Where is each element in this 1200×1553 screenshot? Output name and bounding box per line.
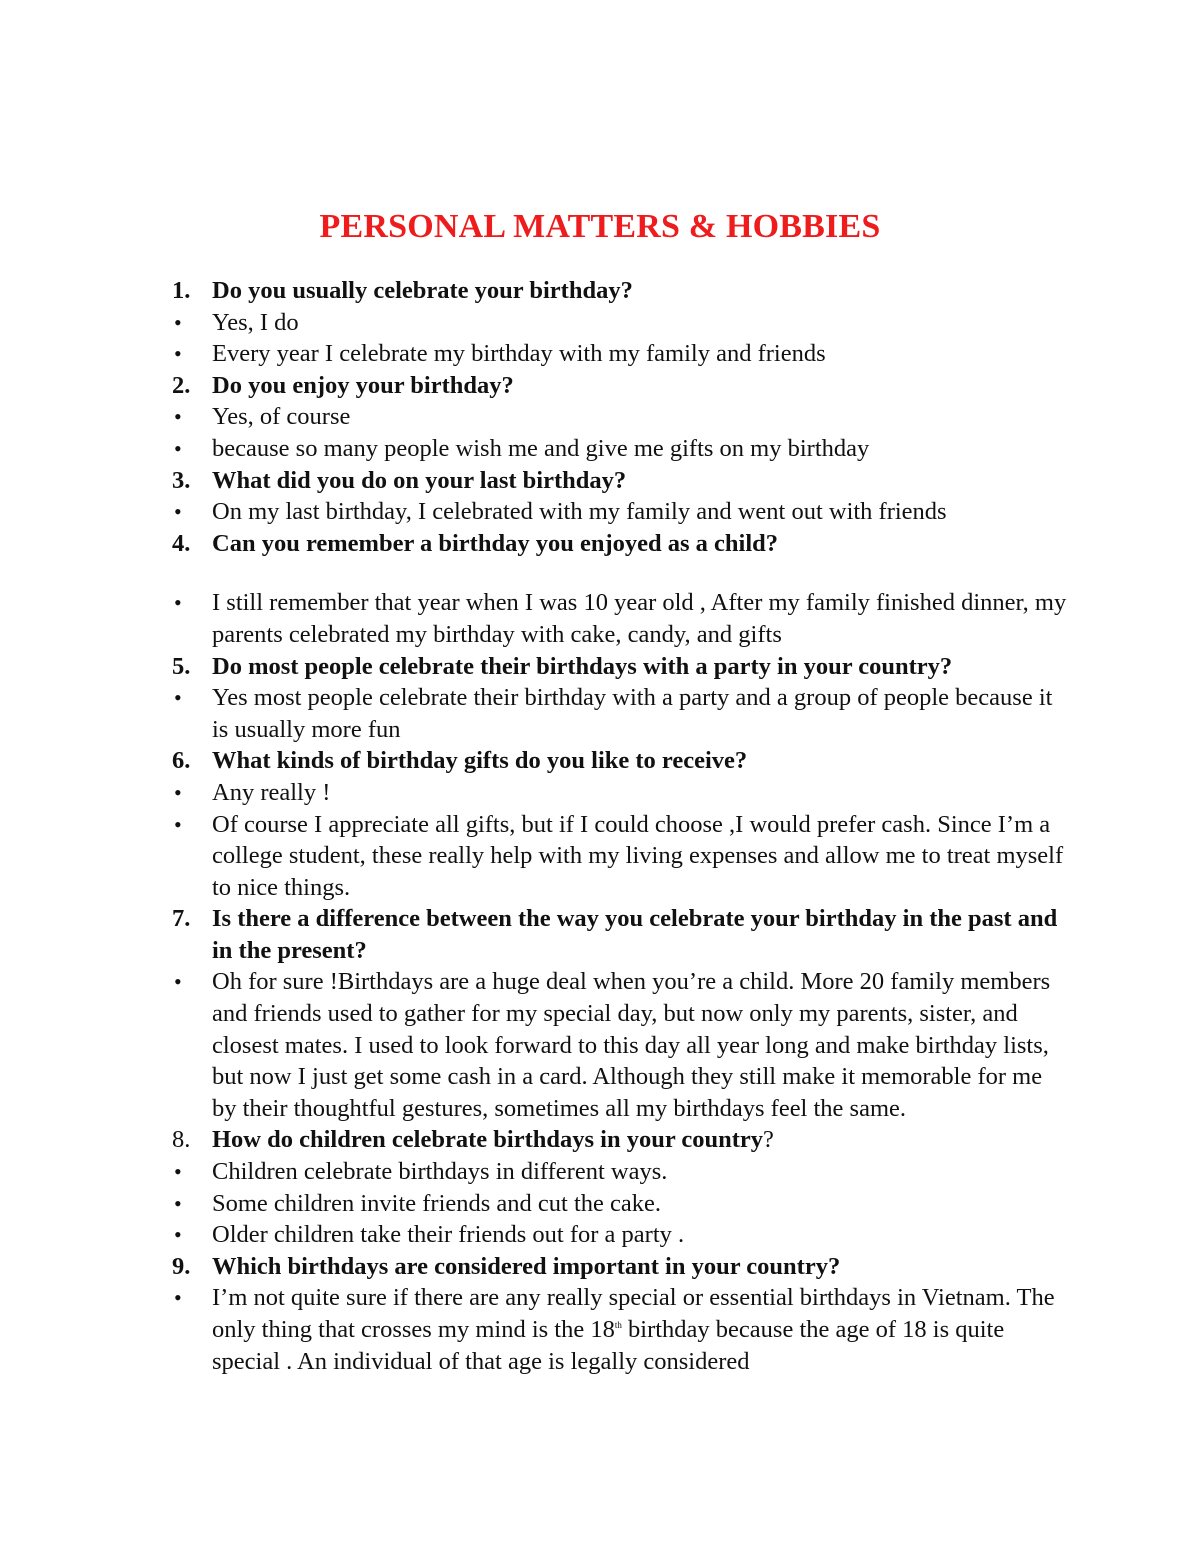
bullet-icon: •: [174, 435, 182, 461]
answer-item: [172, 307, 1072, 339]
answer-text: Any really !: [212, 778, 331, 806]
ordinal-suffix: th: [614, 1319, 622, 1330]
answer-text: I still remember that year when I was 10 year old , After my family finished dinner, my parents celebrated my birthday with cake, candy, and gifts: [212, 589, 1067, 648]
question-2: [172, 370, 1072, 402]
question-number: 6.: [172, 747, 191, 775]
bullet-icon: •: [174, 499, 182, 525]
question-text: Do you usually celebrate your birthday?: [212, 277, 633, 304]
answer-text: Oh for sure !Birthdays are a huge deal when you’re a child. More 20 family members and friends used to gather for my special day, but now only my parents, sister, and closest mates. I used to look forward to this day all year long and make birthday lists, but now I just get some cash in a card. Although they still make it memorable for me by their thoughtful gestures, sometimes all my birthdays feel the same.: [212, 968, 1051, 1122]
question-mark: ?: [763, 1126, 774, 1154]
bullet-icon: •: [174, 404, 182, 430]
question-text: Do most people celebrate their birthdays with a party in your country?: [212, 652, 953, 680]
bullet-icon: •: [174, 685, 182, 711]
bullet-icon: •: [174, 341, 182, 367]
answer-text: Yes most people celebrate their birthday with a party and a group of people because it is usually more fun: [212, 684, 1053, 743]
bullet-icon: •: [174, 969, 182, 995]
answer-text: Of course I appreciate all gifts, but if I could choose ,I would prefer cash. Since I’m a college student, these really help with my living expenses and allow me to treat myself to nice things.: [212, 810, 1064, 901]
answer-item: [172, 433, 1072, 465]
question-1: [172, 275, 1072, 307]
question-5: [172, 651, 1072, 683]
question-6: [172, 745, 1072, 777]
answer-item: [172, 1219, 1072, 1251]
question-8: [172, 1124, 1072, 1156]
answer-item: [172, 1282, 1072, 1377]
answer-text-part: birthday because the age of 18 is quite special . An individual of that age is legally considered: [212, 1316, 1005, 1375]
answer-item: [172, 401, 1072, 433]
bullet-icon: •: [174, 1222, 182, 1248]
answer-text: Yes, of course: [212, 403, 351, 431]
answer-item: [172, 809, 1072, 904]
answer-text: Older children take their friends out for a party .: [212, 1221, 685, 1249]
answer-item: [172, 338, 1072, 370]
spacer: [172, 559, 1072, 587]
answer-text: Yes, I do: [212, 308, 299, 336]
question-number: 4.: [172, 529, 191, 557]
answer-item: [172, 966, 1072, 1124]
question-4: [172, 528, 1072, 560]
answer-item: [172, 1156, 1072, 1188]
answer-text-part: I’m not quite sure if there are any really special or essential birthdays in Vietnam. The only thing that crosses my mind is the 18: [212, 1284, 1055, 1343]
bullet-icon: •: [174, 1159, 182, 1185]
qa-list: [172, 275, 1072, 1377]
bullet-icon: •: [174, 779, 182, 805]
bullet-icon: •: [174, 811, 182, 837]
page-title: PERSONAL MATTERS & HOBBIES: [319, 208, 881, 245]
question-number: 7.: [172, 905, 191, 933]
question-text: Can you remember a birthday you enjoyed as a child?: [212, 529, 779, 557]
answer-item: [172, 682, 1072, 745]
question-number: 1.: [172, 277, 191, 304]
question-number: 2.: [172, 371, 191, 399]
bullet-icon: •: [174, 309, 182, 335]
question-text: Do you enjoy your birthday?: [212, 371, 514, 399]
bullet-icon: •: [174, 1190, 182, 1216]
question-text: Is there a difference between the way you celebrate your birthday in the past and in the present?: [212, 905, 1058, 964]
answer-item: [172, 1188, 1072, 1220]
question-text: Which birthdays are considered important in your country?: [212, 1252, 841, 1280]
question-9: [172, 1251, 1072, 1283]
question-number: 3.: [172, 466, 191, 494]
answer-item: [172, 496, 1072, 528]
question-7: [172, 903, 1072, 966]
answer-item: [172, 777, 1072, 809]
bullet-icon: •: [174, 1285, 182, 1311]
answer-text: On my last birthday, I celebrated with my family and went out with friends: [212, 498, 947, 526]
question-text: What kinds of birthday gifts do you like to receive?: [212, 747, 748, 775]
bullet-icon: •: [174, 590, 182, 616]
question-number: 5.: [172, 652, 191, 680]
question-number: 8.: [172, 1126, 191, 1154]
answer-text: [212, 1284, 1055, 1374]
question-3: [172, 465, 1072, 497]
answer-text: because so many people wish me and give me gifts on my birthday: [212, 434, 870, 462]
question-number: 9.: [172, 1252, 191, 1280]
answer-text: Children celebrate birthdays in different ways.: [212, 1158, 668, 1186]
answer-text: Some children invite friends and cut the cake.: [212, 1189, 662, 1217]
question-text: How do children celebrate birthdays in your country: [212, 1126, 764, 1154]
answer-text: Every year I celebrate my birthday with my family and friends: [212, 340, 826, 368]
answer-item: [172, 587, 1072, 650]
question-text: What did you do on your last birthday?: [212, 466, 627, 494]
